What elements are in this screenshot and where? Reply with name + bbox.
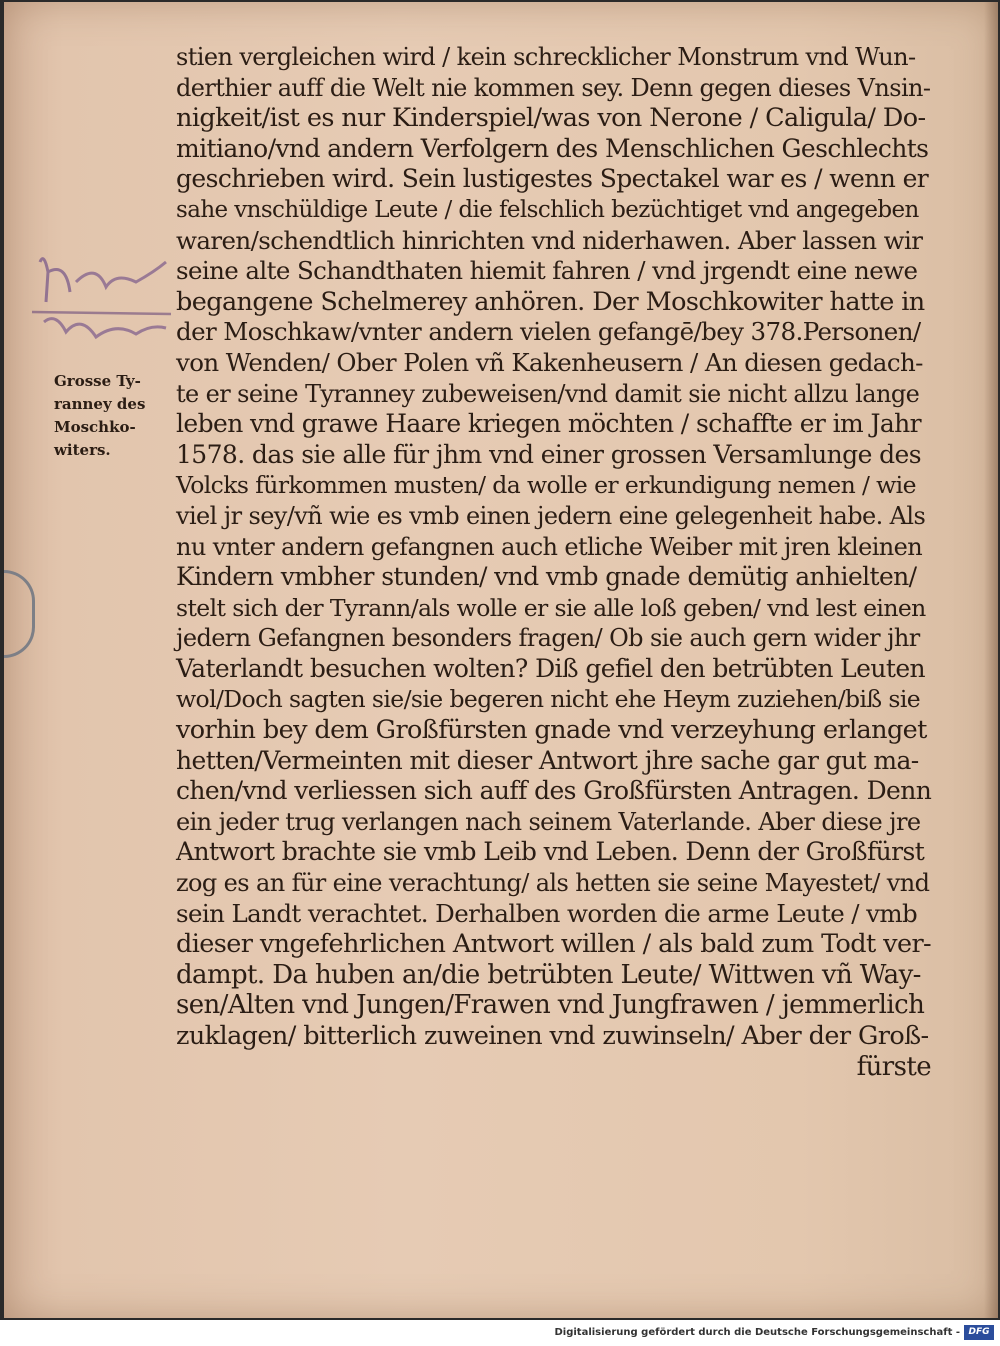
text-line: sahe vnschüldige Leute / die felschlich bezüchtiget vnd angegeben <box>176 196 919 223</box>
dfg-logo[interactable]: DFG <box>964 1325 994 1340</box>
margin-note-line: ranney des <box>54 395 146 413</box>
footer <box>0 1320 1000 1346</box>
text-line: der Moschkaw/vnter andern vielen gefangē/bey 378.Personen/ <box>176 317 921 347</box>
text-line: stien vergleichen wird / kein schrecklicher Monstrum vnd Wun- <box>176 43 916 71</box>
body-text <box>176 42 931 1082</box>
text-line: vorhin bey dem Großfürsten gnade vnd verzeyhung erlanget <box>176 715 927 746</box>
handwritten-annotation <box>26 242 176 382</box>
margin-note-line: Moschko- <box>54 418 136 436</box>
text-line: viel jr sey/vñ wie es vmb einen jedern eine gelegenheit habe. Als <box>176 501 926 530</box>
text-line: mitiano/vnd andern Verfolgern des Menschlichen Geschlechts <box>176 133 929 163</box>
page-edge-shadow <box>984 2 998 1318</box>
text-line: sein Landt verachtet. Derhalben worden die arme Leute / vmb <box>176 898 918 928</box>
text-line: nu vnter andern gefangnen auch etliche Weiber mit jren kleinen <box>176 532 923 561</box>
margin-note-line: witers. <box>54 441 111 459</box>
text-line: dampt. Da huben an/die betrübten Leute/ Wittwen vñ Way- <box>176 959 921 990</box>
catchword: fürste <box>856 1051 931 1082</box>
binding-thread <box>4 570 35 658</box>
text-line: 1578. das sie alle für jhm vnd einer grossen Versamlunge des <box>176 439 921 469</box>
text-line: Vaterlandt besuchen wolten? Diß gefiel den betrübten Leuten <box>176 653 926 683</box>
text-line: stelt sich der Tyrann/als wolle er sie alle loß geben/ vnd lest einen <box>176 593 926 622</box>
margin-note-line: Grosse Ty- <box>54 372 141 390</box>
text-line: von Wenden/ Ober Polen vñ Kakenheusern / An diesen gedach- <box>176 347 923 377</box>
text-line: hetten/Vermeinten mit dieser Antwort jhre sache gar gut ma- <box>176 745 919 775</box>
text-line: waren/schendtlich hinrichten vnd niderhawen. Aber lassen wir <box>176 225 923 255</box>
text-line: te er seine Tyranney zubeweisen/vnd damit sie nicht allzu lange <box>176 379 920 408</box>
text-line: derthier auff die Welt nie kommen sey. Denn gegen dieses Vnsin- <box>176 73 931 102</box>
text-line: sen/Alten vnd Jungen/Frawen vnd Jungfrawen / jemmerlich <box>176 990 925 1021</box>
text-line: chen/vnd verliessen sich auff des Großfürsten Antragen. Denn <box>176 776 932 806</box>
text-line: wol/Doch sagten sie/sie begeren nicht ehe Heym zuziehen/biß sie <box>176 685 921 714</box>
text-line: dieser vngefehrlichen Antwort willen / als bald zum Todt ver- <box>176 929 932 960</box>
text-line: begangene Schelmerey anhören. Der Moschkowiter hatte in <box>176 286 925 317</box>
text-line: Antwort brachte sie vmb Leib vnd Leben. Denn der Großfürst <box>176 837 925 867</box>
text-line: nigkeit/ist es nur Kinderspiel/was von Nerone / Caligula/ Do- <box>176 103 926 134</box>
text-line: seine alte Schandthaten hiemit fahren / vnd jrgendt eine newe <box>176 256 918 286</box>
text-line: Volcks fürkommen musten/ da wolle er erkundigung nemen / wie <box>176 471 916 500</box>
text-line: leben vnd grawe Haare kriegen möchten / schaffte er im Jahr <box>176 409 922 439</box>
text-line: zuklagen/ bitterlich zuweinen vnd zuwinseln/ Aber der Groß- <box>176 1021 929 1051</box>
text-line: jedern Gefangnen besonders fragen/ Ob sie auch gern wider jhr <box>176 624 920 653</box>
text-line: geschrieben wird. Sein lustigestes Spectakel war es / wenn er <box>176 164 929 194</box>
text-line: Kindern vmbher stunden/ vnd vmb gnade demütig anhielten/ <box>176 562 917 592</box>
document-page <box>4 2 998 1318</box>
text-line: zog es an für eine verachtung/ als hetten sie seine Mayestet/ vnd <box>176 869 930 898</box>
footer-credit: Digitalisierung gefördert durch die Deutsche Forschungsgemeinschaft - <box>554 1327 960 1338</box>
text-line: ein jeder trug verlangen nach seinem Vaterlande. Aber diese jre <box>176 807 921 836</box>
margin-note <box>54 370 174 462</box>
